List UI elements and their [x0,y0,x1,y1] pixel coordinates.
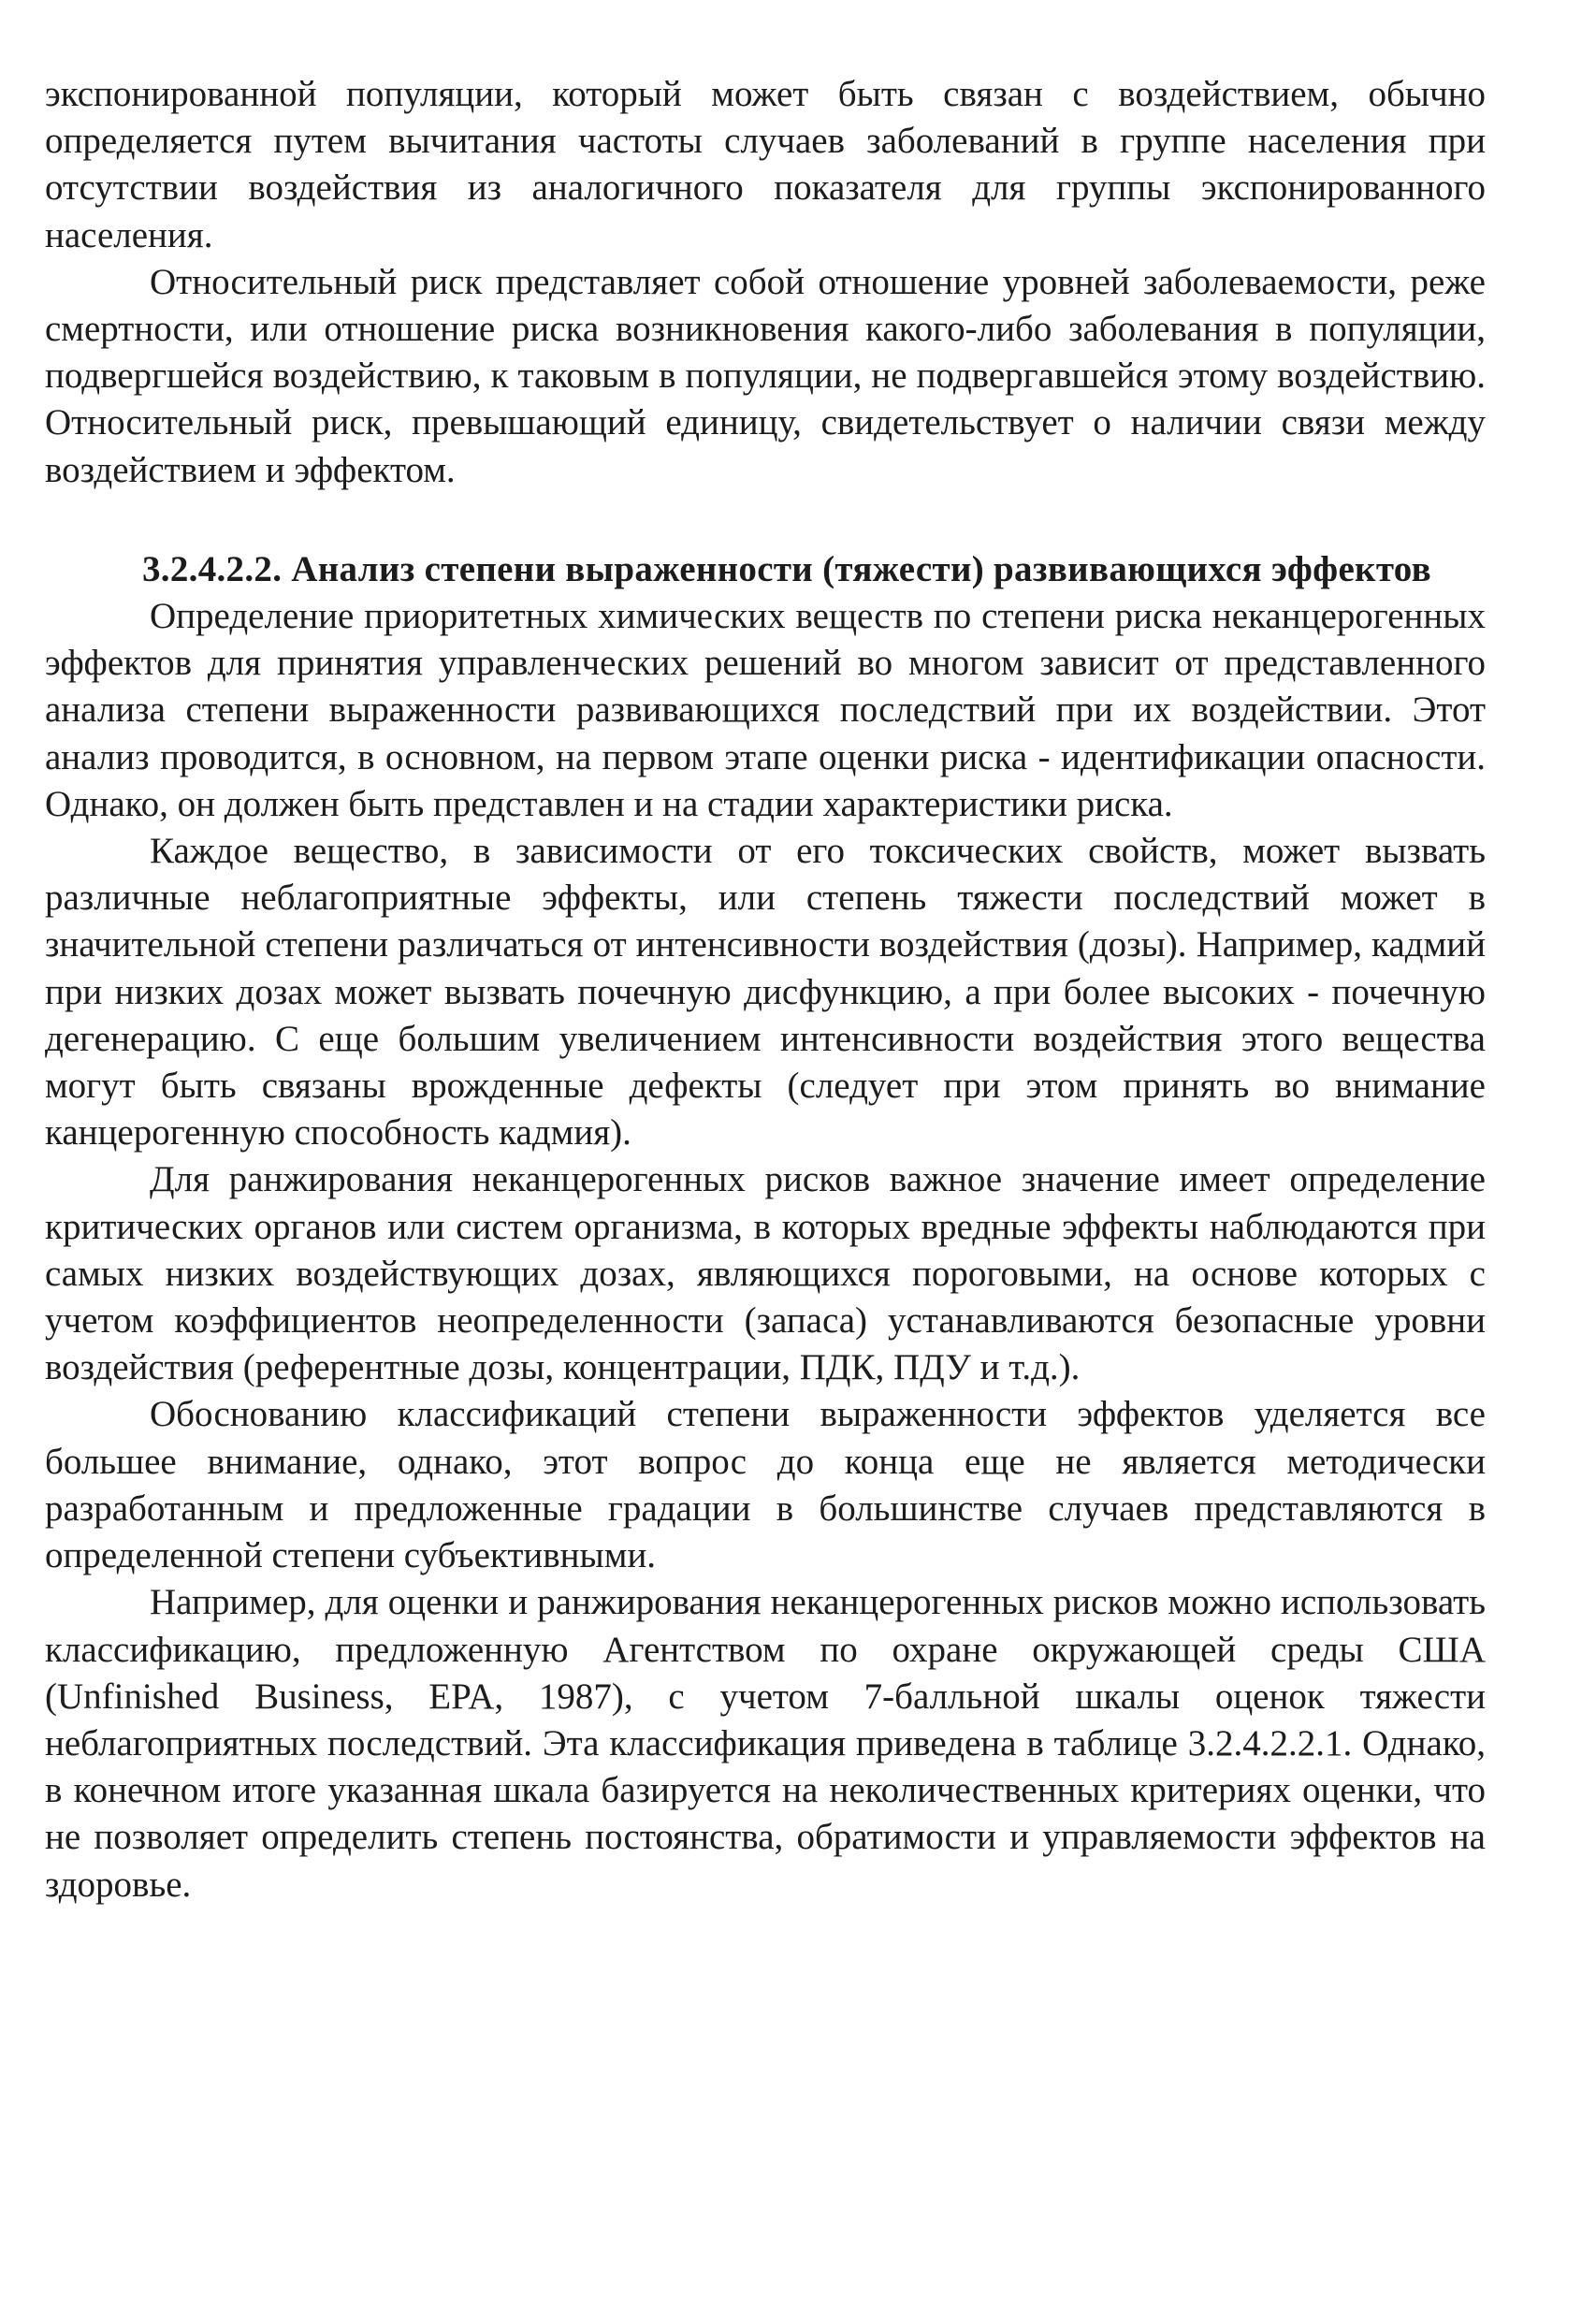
section-heading: 3.2.4.2.2. Анализ степени выраженности (тяжести) развивающихся эффектов [142,548,1431,589]
paragraph-priority-substances: Определение приоритетных химических веществ по степени риска неканцерогенных эффектов для принятия управленческих решений во многом зависит от представленного анализа степени выраженности развивающихся последствий при их воздействии. Этот анализ проводится, в основном, на первом этапе оценки риска - идентификации опасности. Однако, он должен быть представлен и на стадии характеристики риска. [45,596,1486,824]
paragraph-epa-classification: Например, для оценки и ранжирования неканцерогенных рисков можно использовать классификацию, предложенную Агентством по охране окружающей среды США (Unfinished Business, EPA, 1987), с учетом 7-балльной шкалы оценок тяжести неблагоприятных последствий. Эта классификация приведена в таблице 3.2.4.2.2.1. Однако, в конечном итоге указанная шкала базируется на неколичественных критериях оценки, что не позволяет определить степень постоянства, обратимости и управляемости эффектов на здоровье. [45,1582,1486,1905]
paragraph-cadmium-example: Каждое вещество, в зависимости от его токсических свойств, может вызвать различные неблагоприятные эффекты, или степень тяжести последствий может в значительной степени различаться от интенсивности воздействия (дозы). Например, кадмий при низких дозах может вызвать почечную дисфункцию, а при более высоких - почечную дегенерацию. С еще большим увеличением интенсивности воздействия этого вещества могут быть связаны врожденные дефекты (следует при этом принять во внимание канцерогенную способность кадмия). [45,831,1486,1154]
paragraph-attributable-risk-end: экспонированной популяции, который может быть связан с воздействием, обычно определяется путем вычитания частоты случаев заболеваний в группе населения при отсутствии воздействия из аналогичного показателя для группы экспонированного населения. [45,74,1486,255]
paragraph-relative-risk: Относительный риск представляет собой отношение уровней заболеваемости, реже смертности, или отношение риска возникновения какого-либо заболевания в популяции, подвергшейся воздействию, к таковым в популяции, не подвергавшейся этому воздействию. Относительный риск, превышающий единицу, свидетельствует о наличии связи между воздействием и эффектом. [45,261,1486,490]
paragraph-classification-basis: Обоснованию классификаций степени выраженности эффектов уделяется все большее внимание, однако, этот вопрос до конца еще не является методически разработанным и предложенные градации в большинстве случаев представляются в определенной степени субъективными. [45,1394,1486,1576]
paragraph-critical-organs: Для ранжирования неканцерогенных рисков важное значение имеет определение критических органов или систем организма, в которых вредные эффекты наблюдаются при самых низких воздействующих дозах, являющихся пороговыми, на основе которых с учетом коэффициентов неопределенности (запаса) устанавливаются безопасные уровни воздействия (референтные дозы, концентрации, ПДК, ПДУ и т.д.). [45,1159,1486,1388]
document-page [45,71,1486,1908]
